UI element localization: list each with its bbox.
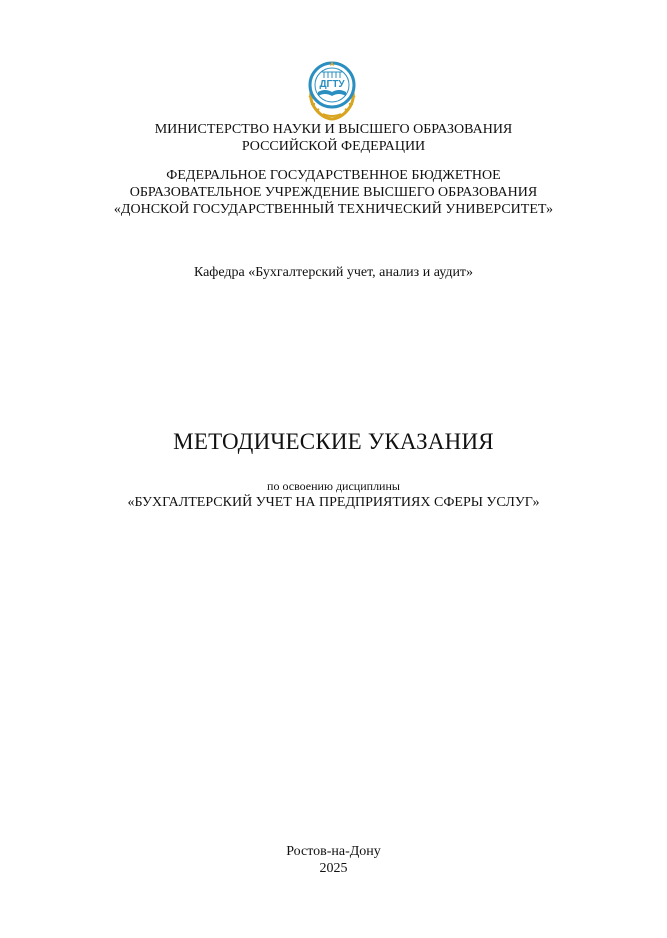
subtitle-text: по освоению дисциплины: [267, 479, 400, 493]
university-logo: [303, 58, 361, 122]
logo-text: ДГТУ: [319, 79, 345, 90]
ministry-line-1: МИНИСТЕРСТВО НАУКИ И ВЫСШЕГО ОБРАЗОВАНИЯ: [154, 122, 513, 137]
discipline-name: «БУХГАЛТЕРСКИЙ УЧЕТ НА ПРЕДПРИЯТИЯХ СФЕРЫ УСЛУГ»: [127, 495, 540, 510]
institution-line-3: «ДОНСКОЙ ГОСУДАРСТВЕННЫЙ ТЕХНИЧЕСКИЙ УНИВЕРСИТЕТ»: [113, 202, 554, 217]
institution-line-1: ФЕДЕРАЛЬНОЕ ГОСУДАРСТВЕННОЕ БЮДЖЕТНОЕ: [166, 168, 501, 183]
document-title: [0, 428, 667, 456]
document-subtitle: [0, 478, 667, 511]
institution-heading: [0, 167, 667, 218]
university-emblem-icon: [303, 58, 361, 122]
imprint: [0, 843, 667, 877]
ministry-line-2: РОССИЙСКОЙ ФЕДЕРАЦИИ: [241, 139, 426, 154]
institution-line-2: ОБРАЗОВАТЕЛЬНОЕ УЧРЕЖДЕНИЕ ВЫСШЕГО ОБРАЗОВАНИЯ: [129, 185, 538, 200]
document-title-text: МЕТОДИЧЕСКИЕ УКАЗАНИЯ: [173, 429, 494, 454]
imprint-city: Ростов-на-Дону: [286, 844, 381, 859]
imprint-year: 2025: [319, 861, 348, 876]
ministry-heading: [0, 121, 667, 155]
department-label: Кафедра «Бухгалтерский учет, анализ и аудит»: [193, 265, 474, 280]
department-name: [0, 264, 667, 281]
